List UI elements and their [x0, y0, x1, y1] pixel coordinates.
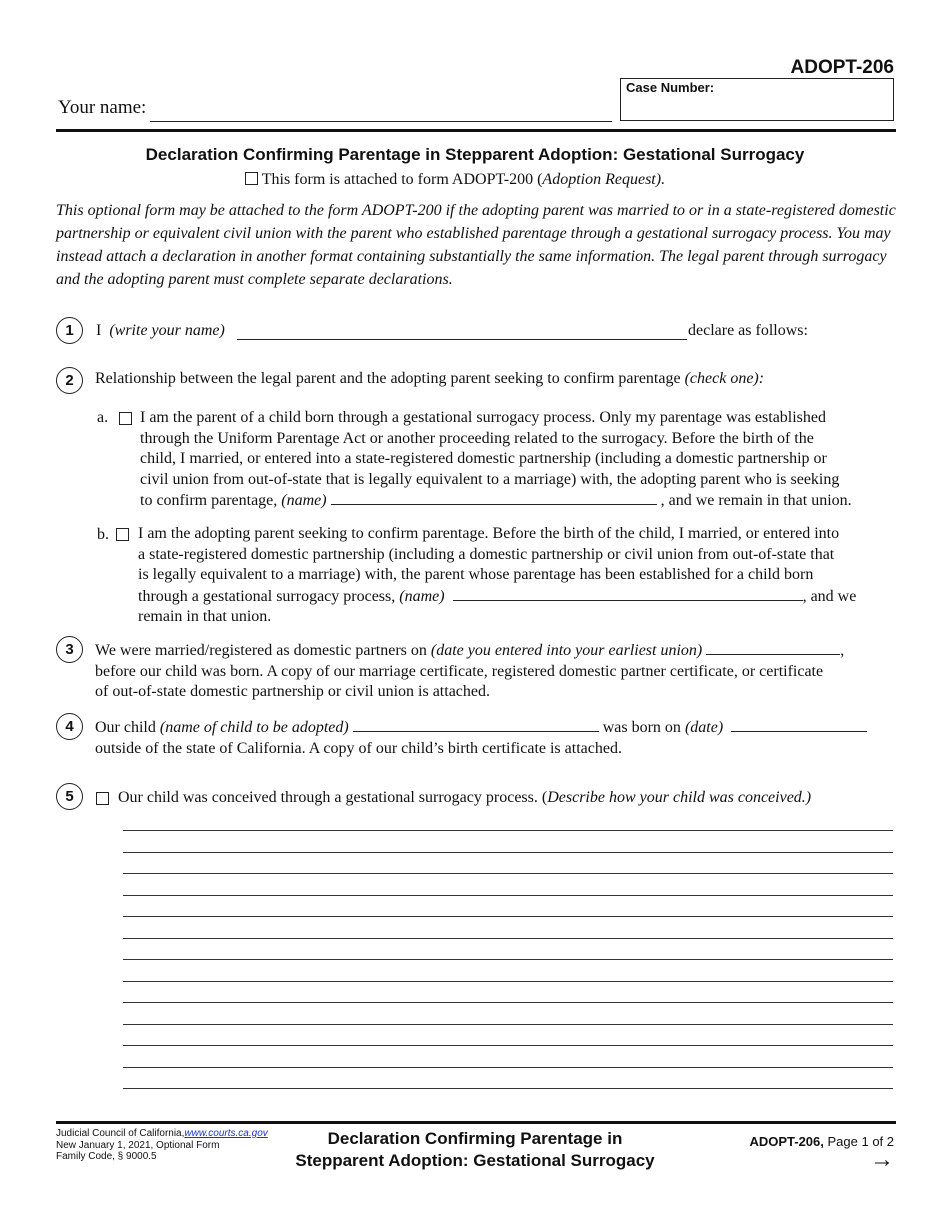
item-3-prefix: We were married/registered as domestic partners on — [95, 642, 427, 659]
option-b-line-4-prefix: through a gestational surrogacy process, — [138, 587, 396, 605]
option-a-line: child, I married, or entered into a state-registered domestic partnership (including a domestic partnership or — [140, 450, 827, 467]
next-page-arrow-icon: → — [870, 1146, 894, 1173]
option-b-label: b. — [97, 526, 109, 543]
option-b-name-field[interactable] — [453, 586, 803, 601]
option-a-line: through the Uniform Parentage Act or another proceeding related to the surrogacy. Before the birth of the — [140, 429, 814, 447]
footer-code: Family Code, § 9000.5 — [56, 1151, 157, 1162]
attached-checkbox[interactable] — [245, 172, 258, 185]
item-4-text — [95, 717, 867, 759]
item-1-italic: (write your name) — [109, 322, 225, 339]
footer-title-line-2: Stepparent Adoption: Gestational Surrogacy — [295, 1151, 655, 1170]
case-number-field[interactable] — [620, 78, 894, 121]
option-a-name-italic: (name) — [281, 492, 327, 509]
union-date-field[interactable] — [706, 640, 840, 655]
option-a-text — [140, 408, 852, 512]
item-5-label: Our child was conceived through a gestational surrogacy process. ( — [118, 789, 548, 806]
item-5-checkbox[interactable] — [96, 792, 109, 805]
item-3-line: before our child was born. A copy of our marriage certificate, registered domestic partner certificate, or certificate — [95, 662, 824, 680]
item-2-label: Relationship between the legal parent and the adopting parent seeking to confirm parentage — [95, 370, 681, 387]
footer-divider — [56, 1121, 896, 1124]
item-number-1: 1 — [56, 317, 83, 344]
courts-website-link[interactable]: www.courts.ca.gov — [184, 1128, 268, 1139]
option-b-name-italic: (name) — [399, 587, 445, 605]
option-b-line: I am the adopting parent seeking to confirm parentage. Before the birth of the child, I married, or entered into — [138, 525, 840, 542]
option-a-line: civil union from out-of-state that is legally equivalent to a marriage) with, the adopting parent who is seeking — [140, 470, 840, 488]
answer-line[interactable] — [123, 1088, 893, 1089]
option-b-line-4-suffix: , and we — [802, 587, 857, 605]
answer-line[interactable] — [123, 981, 893, 982]
item-1-suffix: declare as follows: — [688, 322, 808, 339]
item-3-text — [95, 640, 844, 703]
intro-paragraph: This optional form may be attached to the form ADOPT-200 if the adopting parent was married to or in a state-registered domestic partnership or equivalent civil union with the parent who established parentage through a gestational surrogacy process. You may instead attach a declaration in another format containing substantially the same information. The legal parent through surrogacy and the adopting parent must complete separate declarations. — [56, 202, 896, 288]
item-number-4: 4 — [56, 713, 83, 740]
footer-form-id: ADOPT-206, — [749, 1134, 824, 1149]
answer-line[interactable] — [123, 830, 893, 831]
option-a-label: a. — [97, 409, 109, 426]
footer-title-line-1: Declaration Confirming Parentage in — [327, 1129, 623, 1148]
your-name-field[interactable] — [150, 121, 612, 122]
attached-to-adopt-200 — [245, 171, 665, 189]
option-a-name-field[interactable] — [331, 490, 657, 505]
answer-line[interactable] — [123, 1067, 893, 1068]
declarant-name-field[interactable] — [237, 339, 687, 340]
option-a-last-suffix: , and we remain in that union. — [660, 492, 852, 509]
answer-line[interactable] — [123, 916, 893, 917]
item-1-prefix: I — [96, 322, 102, 339]
answer-line[interactable] — [123, 873, 893, 874]
child-name-field[interactable] — [353, 717, 599, 732]
item-3-line-1 — [95, 640, 844, 662]
form-id: ADOPT-206 — [790, 57, 894, 78]
case-number-label: Case Number: — [626, 80, 715, 95]
footer-title — [270, 1128, 680, 1172]
answer-line[interactable] — [123, 959, 893, 960]
option-a-checkbox[interactable] — [119, 412, 132, 425]
answer-line[interactable] — [123, 895, 893, 896]
answer-line[interactable] — [123, 1045, 893, 1046]
option-a-line: I am the parent of a child born through a gestational surrogacy process. Only my parentage was established — [140, 409, 827, 426]
item-3-comma: , — [840, 642, 845, 659]
option-a-last-prefix: to confirm parentage, — [140, 492, 278, 509]
item-2-text — [95, 369, 764, 390]
item-number-2: 2 — [56, 367, 83, 394]
item-4-date-italic: (date) — [684, 719, 724, 736]
option-b-checkbox[interactable] — [116, 528, 129, 541]
birth-date-field[interactable] — [731, 717, 867, 732]
answer-line[interactable] — [123, 938, 893, 939]
item-number-3: 3 — [56, 636, 83, 663]
answer-line[interactable] — [123, 1002, 893, 1003]
item-1 — [96, 321, 225, 342]
attached-label: This form is attached to form ADOPT-200 ( — [261, 171, 543, 188]
item-4-mid: was born on — [602, 719, 681, 736]
option-b-text — [138, 524, 856, 628]
item-5-italic: Describe how your child was conceived.) — [547, 789, 812, 806]
footer-publisher-name: Judicial Council of California, — [56, 1128, 185, 1139]
header-divider — [56, 129, 896, 132]
your-name-label: Your name: — [58, 97, 147, 118]
item-4-prefix: Our child — [95, 719, 156, 736]
option-b-line: is legally equivalent to a marriage) with, the parent whose parentage has been established for a child born — [138, 566, 814, 583]
page-title: Declaration Confirming Parentage in Stepparent Adoption: Gestational Surrogacy — [145, 145, 805, 164]
footer-edition: New January 1, 2021, Optional Form — [56, 1139, 220, 1151]
item-3-italic: (date you entered into your earliest union) — [430, 642, 703, 659]
item-4-line: outside of the state of California. A copy of our child’s birth certificate is attached. — [95, 739, 622, 757]
option-b-line: a state-registered domestic partnership (including a domestic partnership or civil union from out-of-state that — [138, 545, 835, 563]
footer-publisher — [56, 1128, 268, 1163]
item-3-line: of out-of-state domestic partnership or civil union is attached. — [95, 683, 490, 700]
option-a-last-line — [140, 490, 852, 512]
attached-label-italic: Adoption Request). — [542, 171, 666, 188]
item-5-text — [118, 788, 811, 809]
answer-line[interactable] — [123, 852, 893, 853]
item-number-5: 5 — [56, 783, 83, 810]
item-2-italic: (check one): — [684, 370, 765, 387]
item-4-line-1 — [95, 717, 867, 739]
item-4-italic: (name of child to be adopted) — [159, 719, 349, 736]
page-number: Page 1 of 2 — [827, 1134, 894, 1149]
option-b-line: remain in that union. — [138, 608, 272, 625]
option-b-line-4 — [138, 586, 856, 608]
answer-line[interactable] — [123, 1024, 893, 1025]
